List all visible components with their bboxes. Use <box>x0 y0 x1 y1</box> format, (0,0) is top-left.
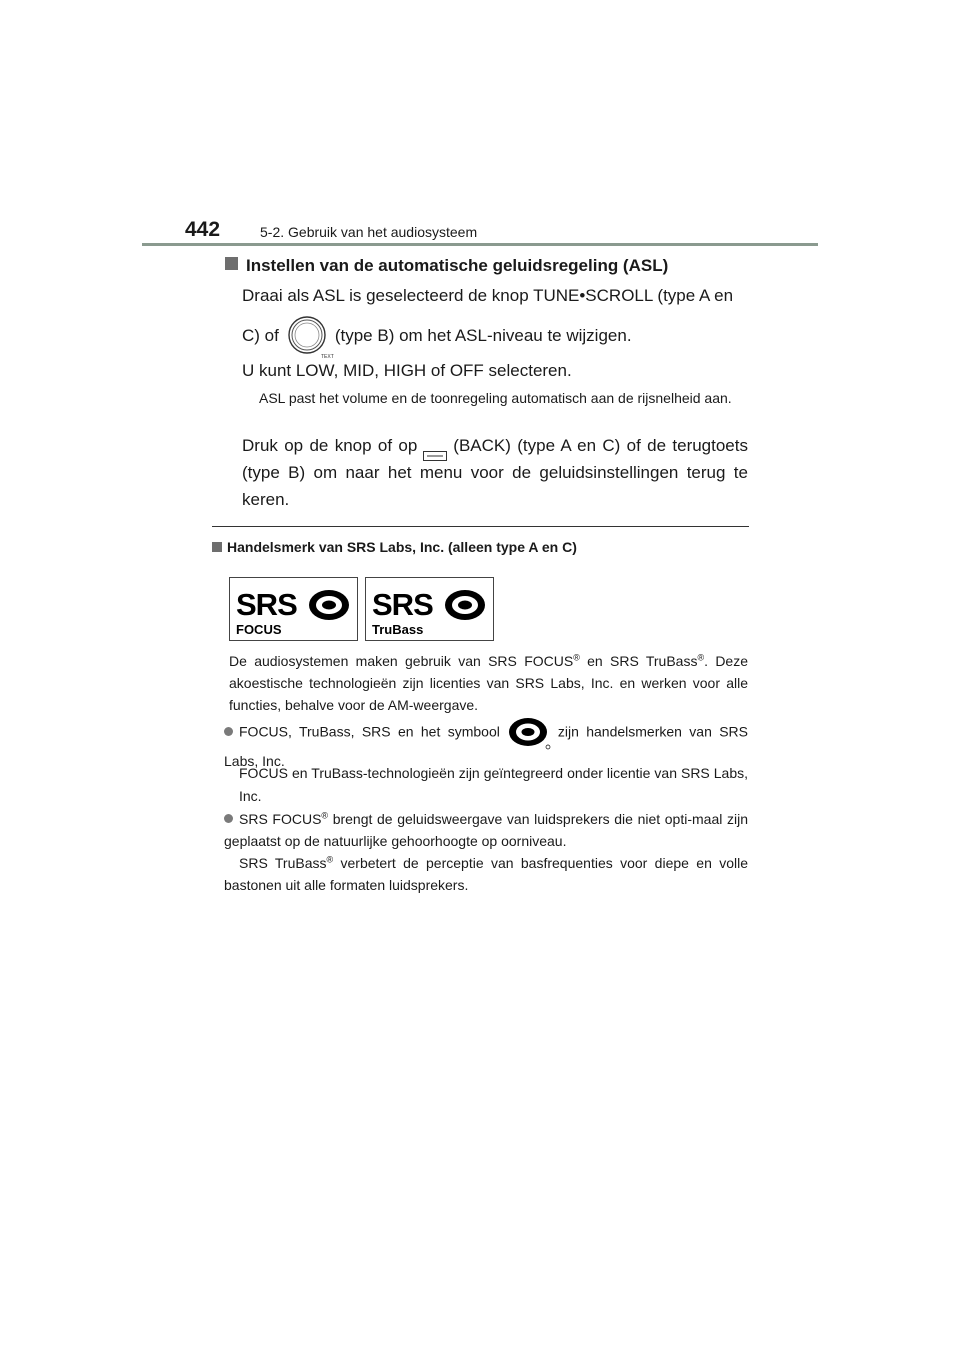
trademark-paragraph <box>229 650 748 716</box>
asl-line3: U kunt LOW, MID, HIGH of OFF selecteren. <box>242 361 572 380</box>
asl-back-post: (BACK) (type A en C) of de terugtoets (type B) om naar het menu voor de geluidsinstellingen terug te keren. <box>242 436 748 509</box>
registered-mark: ® <box>697 652 705 663</box>
bullet2-d: verbetert de perceptie van basfrequenties voor diepe en volle bastonen uit alle formaten luidsprekers. <box>224 855 749 893</box>
srs-wordmark: SRS <box>372 587 433 622</box>
bullet2-c: SRS TruBass <box>239 855 327 871</box>
section-title: 5-2. Gebruik van het audiosysteem <box>260 224 478 240</box>
trademark-heading-text: Handelsmerk van SRS Labs, Inc. (alleen type A en C) <box>227 539 577 555</box>
para-part-1: De audiosystemen maken gebruik van SRS FOCUS <box>229 653 574 669</box>
asl-line2-pre: C) of <box>242 326 279 345</box>
asl-note: ASL past het volume en de toonregeling automatisch aan de rijsnelheid aan. <box>259 390 732 406</box>
back-button-icon <box>423 442 447 452</box>
bullet2-b: brengt de geluidsweergave van luidsprekers die niet opti-maal zijn geplaatst op de natuurlijke gehoorhoogte op oorniveau. <box>224 811 748 849</box>
knob-label: TEXT <box>320 353 334 360</box>
asl-heading <box>225 256 668 276</box>
asl-line1: Draai als ASL is geselecteerd de knop TUNE•SCROLL (type A en <box>242 286 734 305</box>
srs-wordmark: SRS <box>236 587 297 622</box>
registered-mark: ® <box>321 810 329 821</box>
asl-back-pre: Druk op de knop of op <box>242 436 418 455</box>
trademark-bullet-2 <box>224 808 748 896</box>
circle-bullet-icon <box>224 814 233 823</box>
bullet1-pre: FOCUS, TruBass, SRS en het symbool <box>239 723 500 740</box>
trademark-bullet-1-line2: FOCUS en TruBass-technologieën zijn geïntegreerd onder licentie van SRS Labs, Inc. <box>239 765 748 804</box>
asl-heading-text: Instellen van de automatische geluidsregeling (ASL) <box>246 256 669 275</box>
circle-bullet-icon <box>224 727 233 736</box>
asl-line2 <box>242 314 748 359</box>
bullet1-post: zijn handelsmerken van SRS Labs, Inc. <box>224 723 749 769</box>
trubass-label: TruBass <box>372 622 424 637</box>
para-part-2: en SRS TruBass <box>579 653 698 669</box>
asl-line2-post: (type B) om het ASL-niveau te wijzigen. <box>334 326 632 345</box>
square-bullet-icon <box>212 542 222 552</box>
focus-label: FOCUS <box>236 622 282 637</box>
asl-back-instruction <box>242 432 748 513</box>
srs-symbol-icon <box>506 716 552 750</box>
header-divider <box>142 243 818 246</box>
registered-mark: ® <box>326 854 334 865</box>
bullet2-a: SRS FOCUS <box>239 811 322 827</box>
page-number: 442 <box>185 218 221 241</box>
trademark-heading <box>212 539 577 555</box>
srs-focus-logo <box>229 577 358 641</box>
square-bullet-icon <box>225 257 238 270</box>
srs-trubass-logo <box>365 577 494 641</box>
para-part-3: . Deze akoestische technologieën zijn licenties van SRS Labs, Inc. en werken voor alle functies, behalve voor de AM-weergave. <box>229 653 749 713</box>
registered-mark: ® <box>573 652 580 663</box>
tune-knob-icon <box>285 315 334 360</box>
section-divider <box>212 526 749 527</box>
